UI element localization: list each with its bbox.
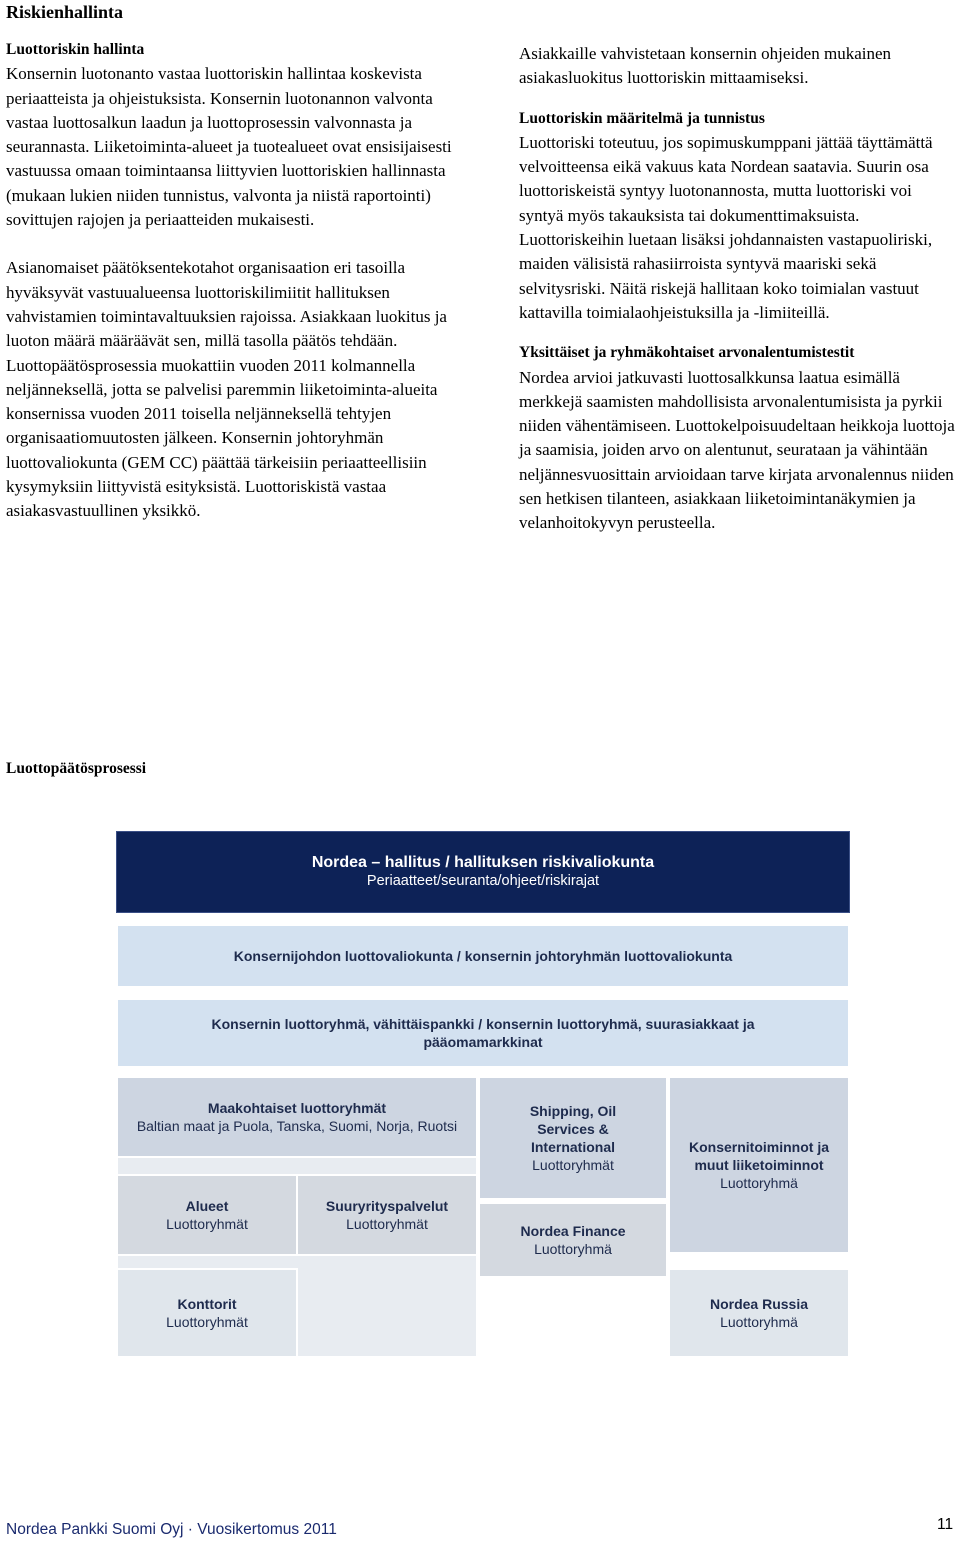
regions-title: Alueet	[185, 1198, 229, 1214]
regions-box	[116, 1174, 298, 1256]
country-credit-group-box	[116, 1076, 478, 1158]
credit-risk-definition-heading: Luottoriskin määritelmä ja tunnistus	[519, 109, 765, 127]
regions-subtitle: Luottoryhmät	[166, 1216, 248, 1232]
nordea-finance-title: Nordea Finance	[520, 1223, 626, 1239]
group-operations-subtitle: Luottoryhmä	[720, 1175, 798, 1191]
credit-risk-management-heading: Luottoriskin hallinta	[6, 41, 145, 58]
branches-title: Konttorit	[177, 1296, 237, 1312]
shipping-subtitle: Luottoryhmät	[532, 1157, 614, 1173]
group-operations-box	[668, 1076, 850, 1254]
impairment-tests-heading: Yksittäiset ja ryhmäkohtaiset arvonalentumistestit	[519, 344, 855, 362]
right-column	[519, 42, 955, 536]
group-operations-title: Konsernitoiminnot ja muut liiketoiminnot	[689, 1139, 829, 1173]
board-subtitle: Periaatteet/seuranta/ohjeet/riskirajat	[366, 873, 600, 889]
right-paragraph-1: Luottoriski toteutuu, jos sopimuskumppani jättää täyttämättä velvoitteensa eikä vakuus kata Nordean saatavia. Suurin osa luottoriskeistä syntyy luotonannosta, mutta luottoriski voi syntyä myös takauksista tai dokumenttimaksuista. Luottoriskeihin luetaan lisäksi johdannaisten vastapuoliriski, maiden välisistä rahasiirroista syntyvä maariski sekä selvitysriski. Näitä riskejä hallitaan koko toimialan vastuut kattavilla toimialaohjeistuksilla ja -limiiteillä.	[519, 132, 933, 322]
branches-box	[116, 1268, 298, 1358]
credit-decision-diagram	[113, 828, 853, 1360]
country-credit-group-subtitle: Baltian maat ja Puola, Tanska, Suomi, Norja, Ruotsi	[136, 1118, 458, 1134]
group-credit-committee-box	[116, 998, 850, 1068]
nordea-russia-subtitle: Luottoryhmä	[720, 1314, 798, 1330]
right-paragraph-2: Nordea arvioi jatkuvasti luottosalkkunsa laatua esimällä merkkejä saamisten mahdollisista arvonalentumisista ja pyrkii niiden vähentämiseen. Luottokelpoisuudeltaan heikkoja luottoja ja saamisia, joiden arvo on alentunut, seurataan ja vähintään neljännesvuosittain arvioidaan tarve kirjata arvonalennus niiden sen hetkisen tilanteen, asiakkaan liiketoimintanäkymien ja velanhoitokyvyn perusteella.	[519, 367, 955, 533]
nordea-finance-box	[478, 1202, 668, 1278]
executive-credit-committee-label: Konsernijohdon luottovaliokunta / konsernin johtoryhmän luottovaliokunta	[233, 948, 733, 964]
branches-subtitle: Luottoryhmät	[166, 1314, 248, 1330]
board-box	[116, 831, 850, 913]
shipping-title: Shipping, Oil Services & International	[529, 1103, 617, 1155]
country-credit-group-title: Maakohtaiset luottoryhmät	[207, 1100, 387, 1116]
left-column	[6, 38, 468, 524]
right-intro: Asiakkaille vahvistetaan konsernin ohjeiden mukainen asiakasluokitus luottoriskin mittaamiseksi.	[519, 44, 892, 88]
nordea-russia-box	[668, 1268, 850, 1358]
group-credit-committee-label: Konsernin luottoryhmä, vähittäispankki / konsernin luottoryhmä, suurasiakkaat ja pääomamarkkinat	[211, 1016, 755, 1050]
corporate-services-box	[296, 1174, 478, 1256]
page-number: 11	[937, 1516, 954, 1533]
corporate-services-title: Suuryrityspalvelut	[325, 1198, 449, 1214]
nordea-finance-subtitle: Luottoryhmä	[534, 1241, 612, 1257]
nordea-russia-title: Nordea Russia	[709, 1296, 809, 1312]
corporate-services-subtitle: Luottoryhmät	[346, 1216, 428, 1232]
shipping-box	[478, 1076, 668, 1200]
page-title: Riskienhallinta	[6, 2, 124, 22]
left-paragraph-1: Konsernin luotonanto vastaa luottoriskin hallintaa koskevista periaatteista ja ohjeistuksista. Konsernin luotonannon valvonta vastaa luottosalkun laadun ja luottoprosessin valvonnasta ja seurannasta. Liiketoiminta-alueet ja tuotealueet ovat ensisijaisesti vastuussa omaan toimintaansa liittyvien luottoriskien hallinnasta (mukaan lukien niiden tunnistus, valvonta ja niistä raportointi) sovittujen rajojen ja periaatteiden mukaisesti.	[6, 64, 452, 230]
footer-text: Nordea Pankki Suomi Oyj · Vuosikertomus 2011	[6, 1521, 337, 1538]
executive-credit-committee-box	[116, 924, 850, 988]
left-paragraph-2: Asianomaiset päätöksentekotahot organisaation eri tasoilla hyväksyvät vastuualueensa luottoriskilimiitit hallituksen vahvistamien toimintavaltuuksien rajoissa. Asiakkaan luokitus ja luoton määrä määräävät sen, millä tasolla päätös tehdään. Luottopäätösprosessia muokattiin vuoden 2011 kolmannella neljänneksellä, jotta se palvelisi paremmin liiketoiminta-alueita konsernissa vuoden 2011 toisella neljänneksellä tehtyjen organisaatiomuutosten jälkeen. Konsernin johtoryhmän luottovaliokunta (GEM CC) päättää tärkeisiin periaatteellisiin kysymyksiin liittyvistä esityksistä. Luottoriskistä vastaa asiakasvastuullinen yksikkö.	[6, 258, 447, 521]
diagram-title: Luottopäätösprosessi	[6, 760, 147, 777]
board-title: Nordea – hallitus / hallituksen riskivaliokunta	[311, 854, 655, 871]
